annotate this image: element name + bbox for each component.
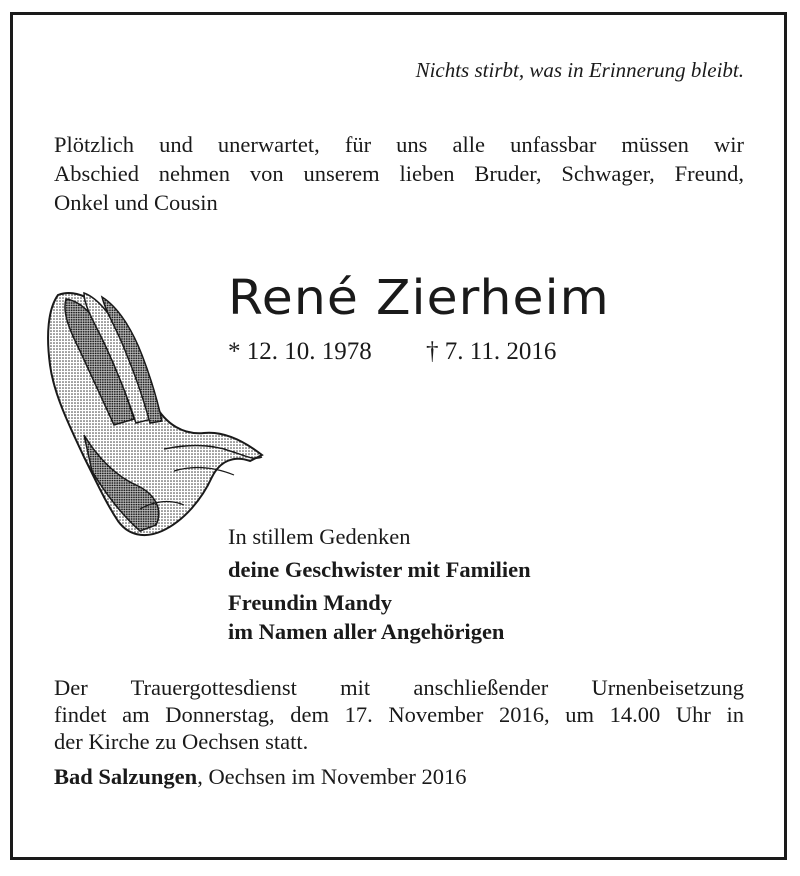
service-line: der Kirche zu Oechsen statt. [54, 729, 309, 754]
place-rest: , Oechsen im November 2016 [197, 764, 467, 789]
place-and-date [54, 764, 467, 790]
mourners-block [228, 522, 531, 646]
intro-line: Abschied nehmen von unserem lieben Bruder, Schwager, Freund, [54, 161, 744, 186]
mourner-group: Freundin Mandy [228, 590, 393, 615]
service-info [54, 674, 744, 755]
intro-line: Onkel und Cousin [54, 190, 218, 215]
life-dates [228, 338, 556, 366]
deceased-name: René Zierheim [228, 270, 610, 326]
intro-line: Plötzlich und unerwartet, für uns alle unfassbar müssen wir [54, 132, 744, 157]
mourner-group: deine Geschwister mit Familien [228, 557, 531, 582]
mourners-opening: In stillem Gedenken [228, 524, 411, 549]
service-line: findet am Donnerstag, dem 17. November 2016, um 14.00 Uhr in [54, 702, 744, 727]
mourner-group: im Namen aller Angehörigen [228, 619, 505, 644]
birth-date: * 12. 10. 1978 [228, 338, 372, 365]
place-city: Bad Salzungen [54, 764, 198, 789]
motto: Nichts stirbt, was in Erinnerung bleibt. [415, 58, 744, 82]
intro-text [54, 130, 744, 217]
service-line: Der Trauergottesdienst mit anschließender Urnenbeisetzung [54, 675, 744, 700]
death-date: † 7. 11. 2016 [426, 338, 557, 365]
